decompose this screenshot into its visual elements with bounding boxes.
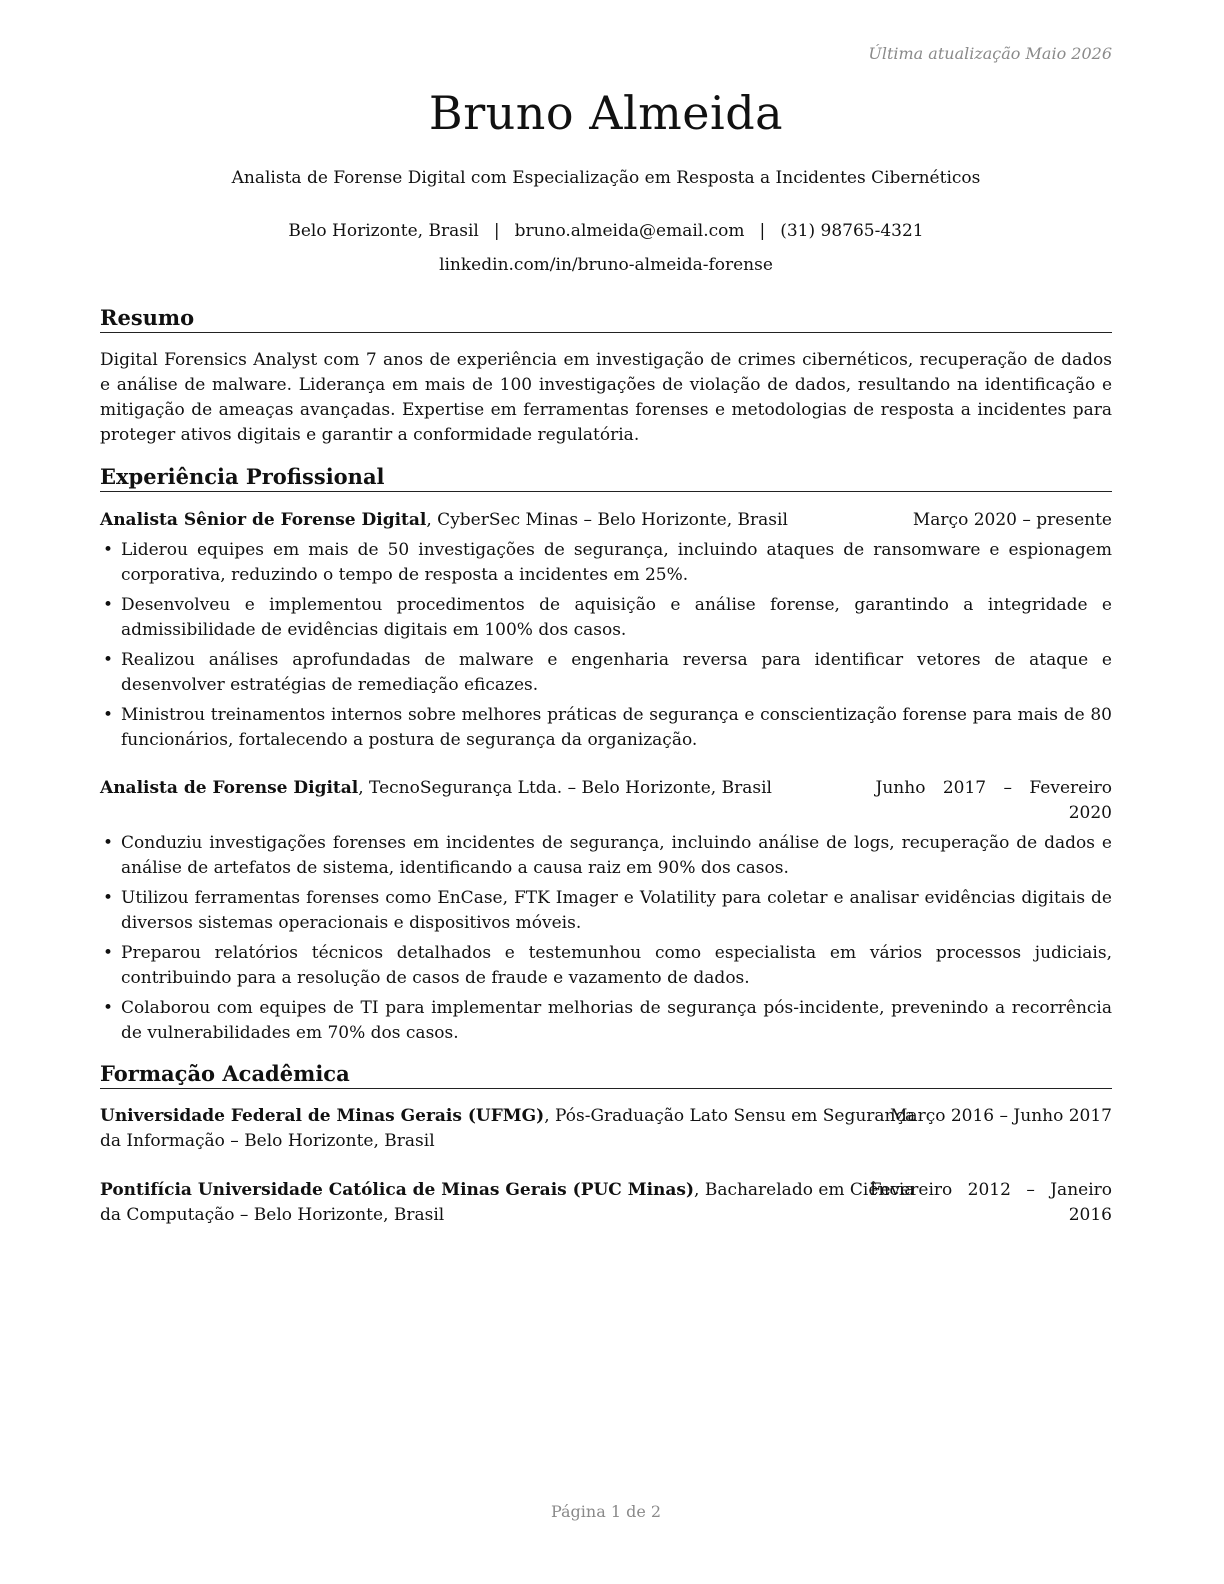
degree-text: , Pós-Graduação Lato Sensu em Segurança [544, 1106, 916, 1126]
section-title-education: Formação Acadêmica [100, 1061, 1112, 1089]
summary-text: Digital Forensics Analyst com 7 anos de experiência em investigação de crimes cibernéticos, recuperação de dados e análise de malware. Liderança em mais de 100 investigações de violação de dados, resultando na identificação e mitigação de ameaças avançadas. Expertise em ferramentas forenses e metodologias de resposta a incidentes para proteger ativos digitais e garantir a conformidade regulatória. [100, 350, 1112, 445]
list-item: • Ministrou treinamentos internos sobre melhores práticas de segurança e conscientização forense para mais de 80 funcionários, fortalecendo a postura de segurança da organização. [100, 703, 1112, 753]
job-title-line [100, 508, 788, 533]
location-text: Belo Horizonte, Brasil [288, 221, 479, 241]
last-updated: Última atualização Maio 2026 [868, 44, 1112, 63]
institution-name: Pontifícia Universidade Católica de Minas Gerais (PUC Minas) [100, 1180, 695, 1200]
job-dates-line2: 2020 [1068, 803, 1112, 823]
education-details [100, 1178, 914, 1228]
education-entry [100, 1104, 1112, 1154]
education-dates-line1: Março 2016 – Junho 2017 [890, 1106, 1112, 1126]
job-dates: Março 2020 – presente [912, 510, 1112, 530]
job-company: , CyberSec Minas – Belo Horizonte, Brasil [426, 510, 788, 530]
education-dates-line2: 2016 [1068, 1205, 1112, 1225]
phone-text: (31) 98765-4321 [780, 221, 924, 241]
section-title-summary: Resumo [100, 305, 1112, 333]
institution-name: Universidade Federal de Minas Gerais (UFMG) [100, 1106, 545, 1126]
list-item: • Colaborou com equipes de TI para implementar melhorias de segurança pós-incidente, prevenindo a recorrência de vulnerabilidades em 70% dos casos. [100, 996, 1112, 1046]
list-item: • Utilizou ferramentas forenses como EnCase, FTK Imager e Volatility para coletar e analisar evidências digitais de diversos sistemas operacionais e dispositivos móveis. [100, 886, 1112, 936]
list-item: • Liderou equipes em mais de 50 investigações de segurança, incluindo ataques de ransomware e espionagem corporativa, reduzindo o tempo de resposta a incidentes em 25%. [100, 538, 1112, 588]
education-details [100, 1104, 915, 1154]
job-bullets [100, 538, 1112, 758]
job-dates-line1: Junho 2017 – Fevereiro [875, 778, 1112, 798]
job-title-line [100, 776, 772, 801]
list-item: • Preparou relatórios técnicos detalhados e testemunhou como especialista em vários processos judiciais, contribuindo para a resolução de casos de fraude e vazamento de dados. [100, 941, 1112, 991]
education-dates-line1: Fevereiro 2012 – Janeiro [869, 1180, 1112, 1200]
page-number: Página 1 de 2 [550, 1502, 662, 1521]
degree-text-cont: da Computação – Belo Horizonte, Brasil [100, 1205, 445, 1225]
candidate-headline: Analista de Forense Digital com Especialização em Resposta a Incidentes Cibernéticos [231, 168, 981, 188]
job-dates [876, 776, 1112, 826]
linkedin-link[interactable]: linkedin.com/in/bruno-almeida-forense [439, 255, 773, 275]
job-header [100, 776, 1112, 826]
contact-line [100, 221, 1112, 241]
resume-page [100, 0, 1112, 1584]
list-item: • Conduziu investigações forenses em incidentes de segurança, incluindo análise de logs, recuperação de dados e análise de artefatos de sistema, identificando a causa raiz em 90% dos casos. [100, 831, 1112, 881]
email-link[interactable]: bruno.almeida@email.com [514, 221, 745, 241]
job-company: , TecnoSegurança Ltda. – Belo Horizonte, Brasil [358, 778, 772, 798]
job-role: Analista Sênior de Forense Digital [100, 510, 427, 530]
job-header [100, 508, 1112, 533]
job-bullets [100, 831, 1112, 1051]
section-title-experience: Experiência Profissional [100, 464, 1112, 492]
job-role: Analista de Forense Digital [100, 778, 359, 798]
separator: | [759, 221, 766, 241]
education-entry [100, 1178, 1112, 1228]
list-item: • Desenvolveu e implementou procedimentos de aquisição e análise forense, garantindo a integridade e admissibilidade de evidências digitais em 100% dos casos. [100, 593, 1112, 643]
education-dates [890, 1104, 1112, 1129]
separator: | [493, 221, 500, 241]
list-item: • Realizou análises aprofundadas de malware e engenharia reversa para identificar vetores de ataque e desenvolver estratégias de remediação eficazes. [100, 648, 1112, 698]
candidate-name: Bruno Almeida [428, 86, 784, 140]
degree-text-cont: da Informação – Belo Horizonte, Brasil [100, 1131, 435, 1151]
degree-text: , Bacharelado em Ciência [694, 1180, 915, 1200]
education-dates [870, 1178, 1112, 1228]
